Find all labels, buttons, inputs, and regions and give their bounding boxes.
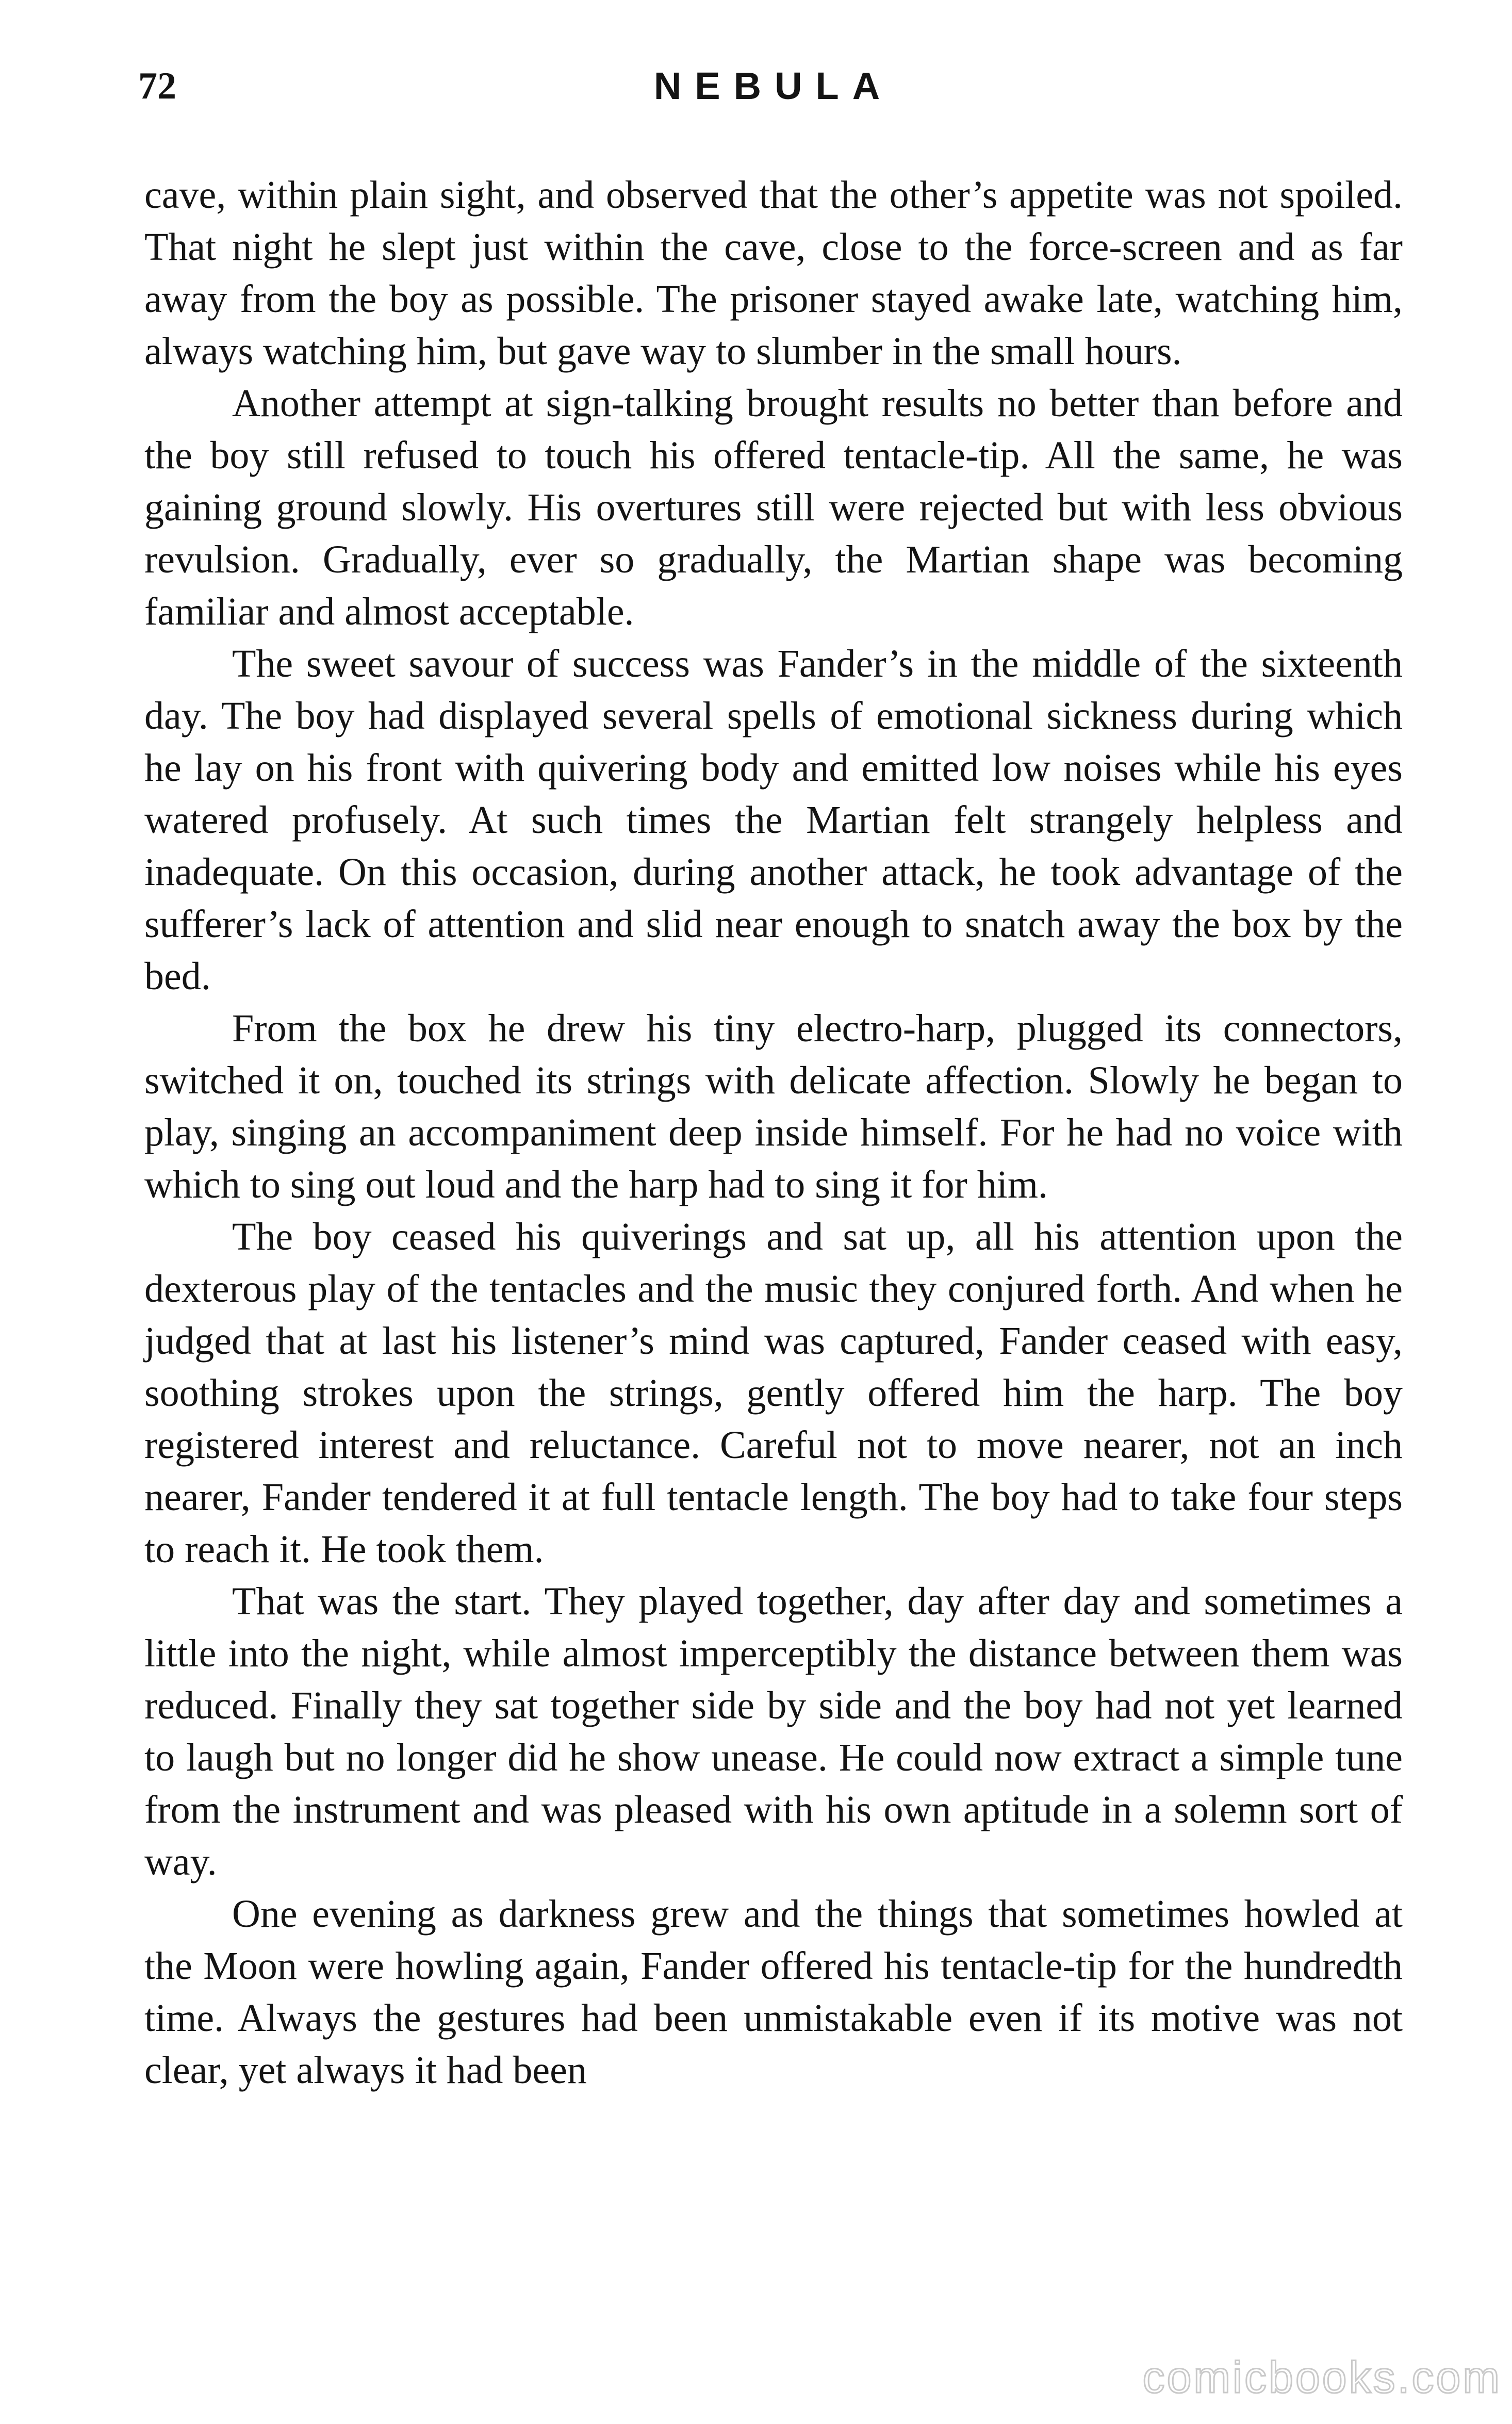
watermark: comicbooks.com bbox=[1142, 2353, 1502, 2402]
paragraph-1: cave, within plain sight, and observed that the other’s appetite was not spoiled. That night he slept just within the cave, close to the force-screen and as far away from the boy as possible. The prisoner stayed awake late, watching him, always watching him, but gave way to slumber in the small hours. bbox=[144, 173, 1403, 373]
running-title: NEBULA bbox=[653, 64, 894, 107]
paragraph-2: Another attempt at sign-talking brought results no better than before and the boy still refused to touch his offered tentacle-tip. All the same, he was gaining ground slowly. His overtures still were rejected but with less obvious revulsion. Gradually, ever so gradually, the Martian shape was becoming familiar and almost acceptable. bbox=[144, 382, 1403, 633]
paragraph-3: The sweet savour of success was Fander’s in the middle of the sixteenth day. The boy had displayed several spells of emotional sickness during which he lay on his front with quivering body and emitted low noises while his eyes watered profusely. At such times the Martian felt strangely helpless and inadequate. On this occasion, during another attack, he took advantage of the sufferer’s lack of attention and slid near enough to snatch away the box by the bed. bbox=[144, 642, 1403, 998]
paragraph-5: The boy ceased his quiverings and sat up, all his attention upon the dexterous play of the tentacles and the music they conjured forth. And when he judged that at last his listener’s mind was captured, Fander ceased with easy, soothing strokes upon the strings, gently offered him the harp. The boy registered interest and reluctance. Careful not to move nearer, not an inch nearer, Fander tendered it at full tentacle length. The boy had to take four steps to reach it. He took them. bbox=[144, 1215, 1403, 1571]
paragraph-4: From the box he drew his tiny electro-harp, plugged its connectors, switched it on, touched its strings with delicate affection. Slowly he began to play, singing an accompaniment deep inside himself. For he had no voice with which to sing out loud and the harp had to sing it for him. bbox=[144, 1007, 1403, 1206]
page-number: 72 bbox=[138, 65, 176, 107]
body-text bbox=[144, 169, 1403, 2097]
paragraph-7: One evening as darkness grew and the things that sometimes howled at the Moon were howling again, Fander offered his tentacle-tip for the hundredth time. Always the gestures had been unmistakable even if its motive was not clear, yet always it had been bbox=[144, 1892, 1403, 2092]
paragraph-6: That was the start. They played together, day after day and sometimes a little into the night, while almost imperceptibly the distance between them was reduced. Finally they sat together side by side and the boy had not yet learned to laugh but no longer did he show unease. He could now extract a simple tune from the instrument and was pleased with his own aptitude in a solemn sort of way. bbox=[144, 1580, 1403, 1883]
